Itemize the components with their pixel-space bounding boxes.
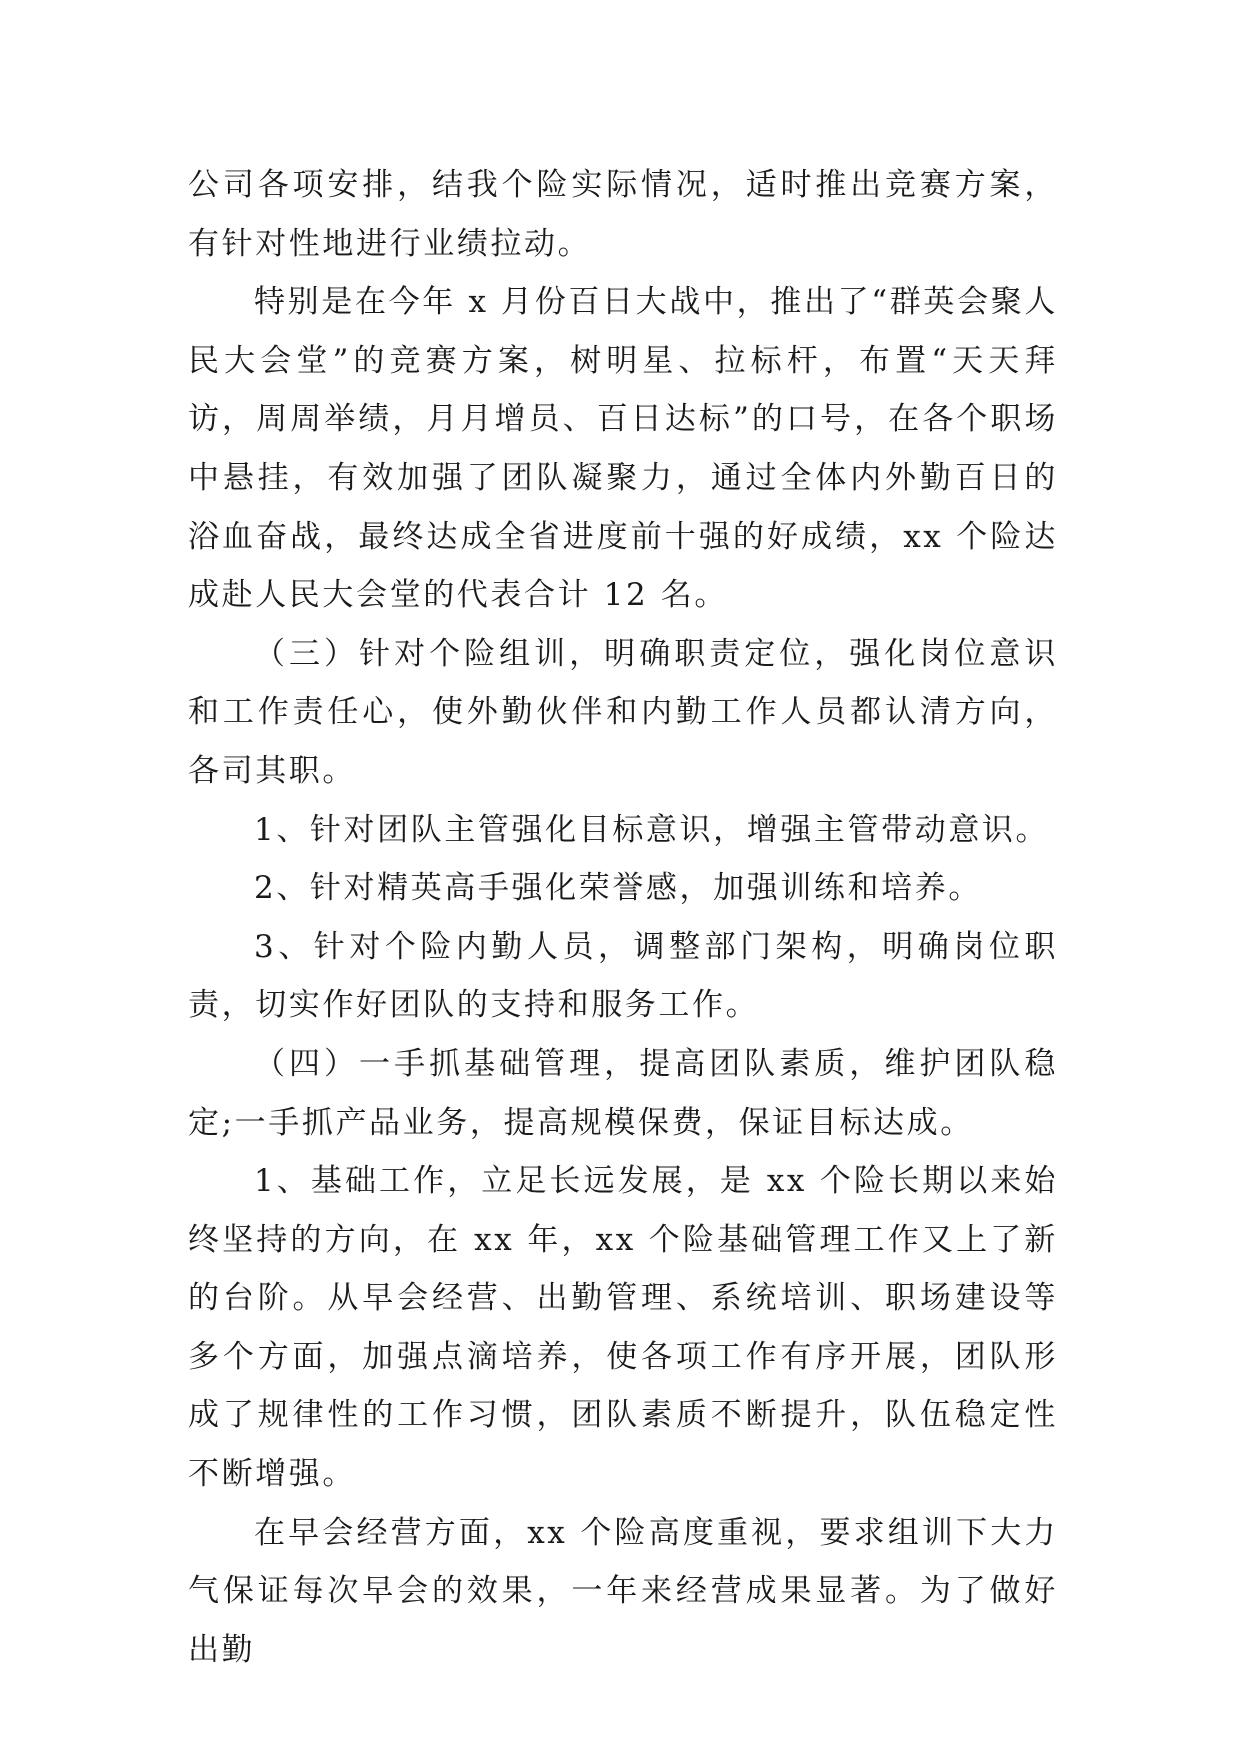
paragraph-9: 在早会经营方面，xx 个险高度重视，要求组训下大力气保证每次早会的效果，一年来经营成果显著。为了做好出勤: [188, 1514, 1058, 1668]
paragraph-3: （三）针对个险组训，明确职责定位，强化岗位意识和工作责任心，使外勤伙伴和内勤工作人员都认清方向，各司其职。: [188, 635, 1058, 789]
paragraph-6: 3、针对个险内勤人员，调整部门架构，明确岗位职责，切实作好团队的支持和服务工作。: [188, 928, 1058, 1024]
paragraph-4: 1、针对团队主管强化目标意识，增强主管带动意识。: [254, 811, 1050, 848]
paragraph-5: 2、针对精英高手强化荣誉感，加强训练和培养。: [254, 870, 982, 907]
paragraph-8: 1、基础工作，立足长远发展，是 xx 个险长期以来始终坚持的方向，在 xx 年，xx 个险基础管理工作又上了新的台阶。从早会经营、出勤管理、系统培训、职场建设等多个方面，加强点滴培养，使各项工作有序开展，团队形成了规律性的工作习惯，团队素质不断提升，队伍稳定性不断增强。: [188, 1163, 1058, 1493]
paragraph-2: 特别是在今年 x 月份百日大战中，推出了“群英会聚人民大会堂”的竞赛方案，树明星、拉标杆，布置“天天拜访，周周举绩，月月增员、百日达标”的口号，在各个职场中悬挂，有效加强了团队凝聚力，通过全体内外勤百日的浴血奋战，最终达成全省进度前十强的好成绩，xx 个险达成赴人民大会堂的代表合计 12 名。: [188, 284, 1058, 614]
paragraph-1: 公司各项安排，结我个险实际情况，适时推出竞赛方案，有针对性地进行业绩拉动。: [188, 167, 1058, 262]
document-body: [188, 156, 1058, 1679]
paragraph-7: （四）一手抓基础管理，提高团队素质，维护团队稳定;一手抓产品业务，提高规模保费，保证目标达成。: [188, 1045, 1058, 1141]
